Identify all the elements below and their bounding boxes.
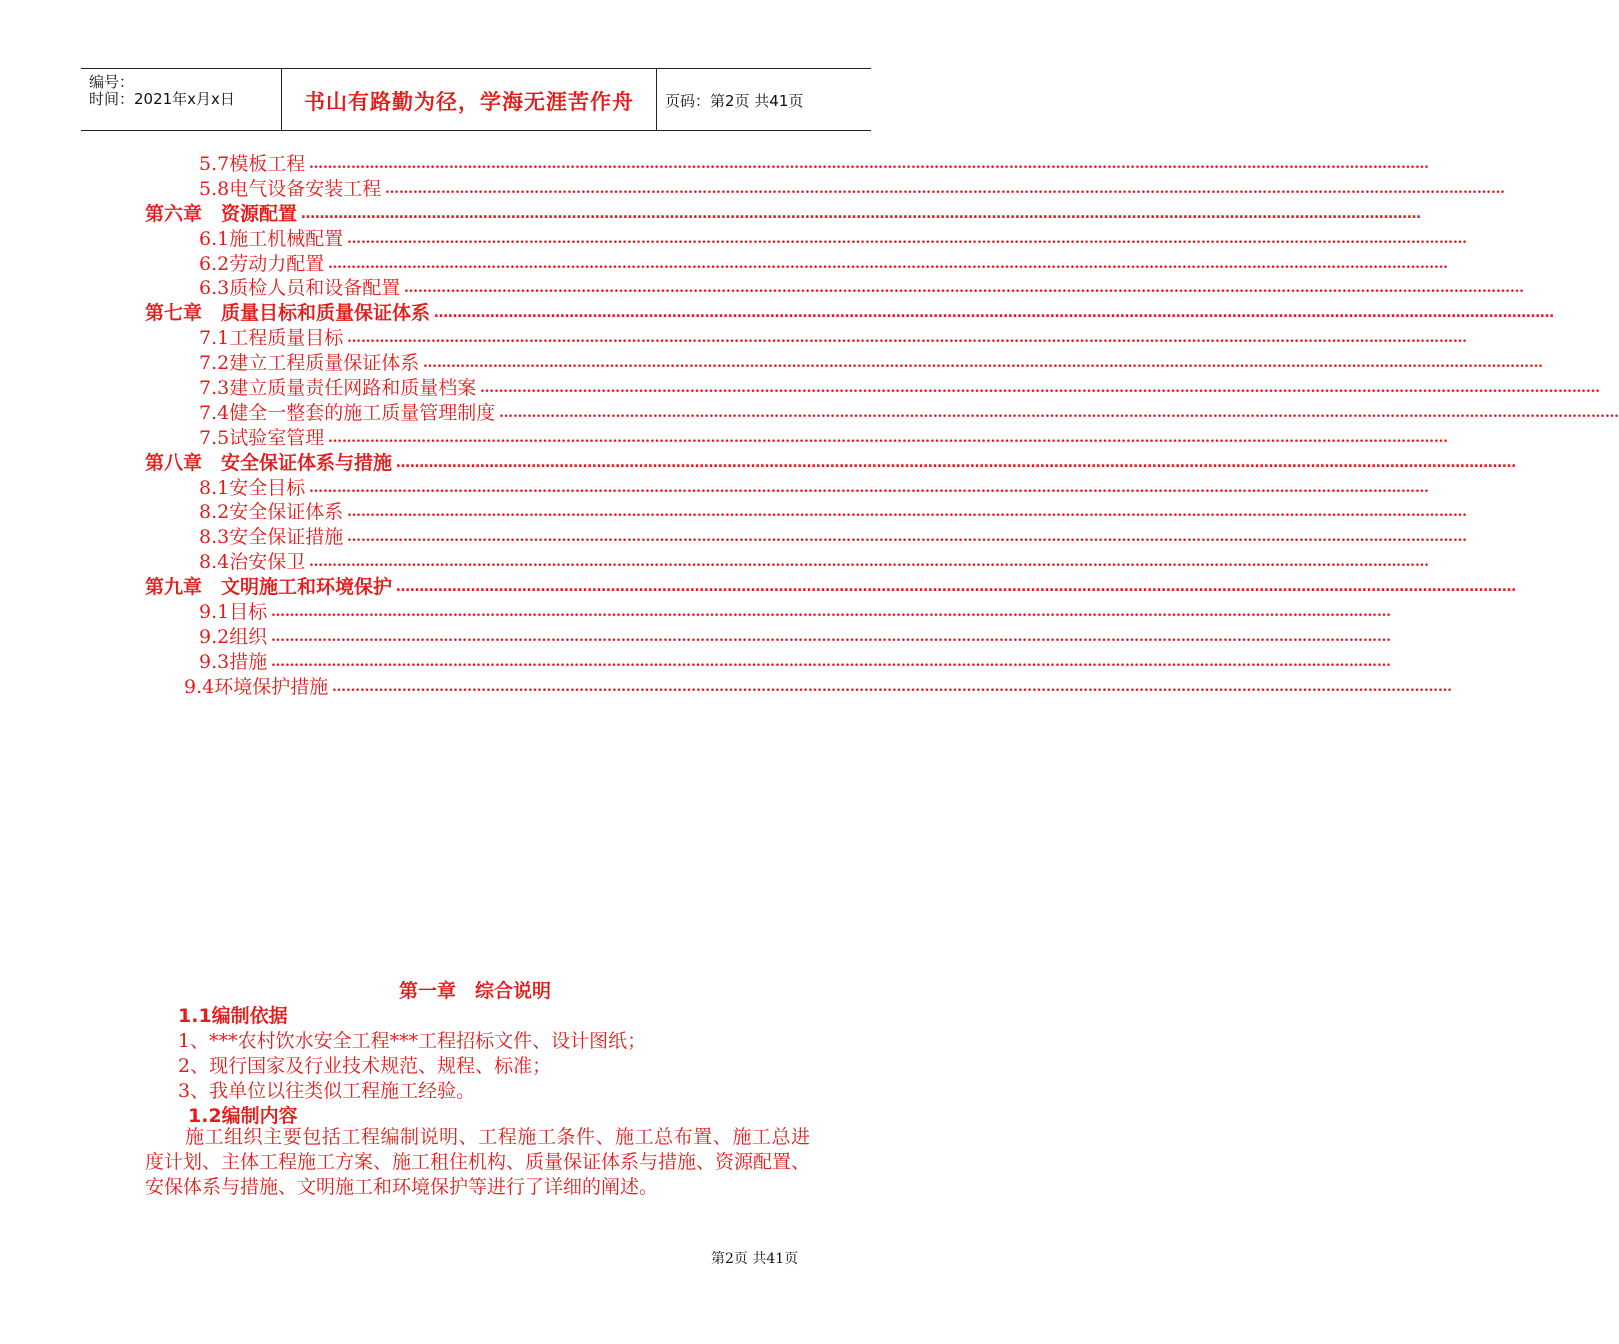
toc-section-entry — [0, 376, 1600, 401]
toc-entry-label: 9.4环境保护措施 — [184, 675, 329, 698]
toc-dot-leader: …………………………………………………………………………………………………………………………………………………………………………………………………………………… — [499, 404, 1619, 421]
header-meta-cell — [81, 69, 281, 130]
toc-entry-label: 7.4健全一整套的施工质量管理制度 — [199, 401, 496, 424]
toc-section-entry — [0, 476, 1429, 501]
toc-section-entry — [0, 252, 1448, 277]
toc-entry-label: 5.8电气设备安装工程 — [199, 177, 382, 200]
toc-entry-label: 6.2劳动力配置 — [199, 252, 325, 275]
toc-dot-leader: …………………………………………………………………………………………………………………………………………………………………………………………………………………… — [396, 579, 1516, 596]
toc-dot-leader: …………………………………………………………………………………………………………………………………………………………………………………………………………………… — [385, 180, 1505, 197]
document-time-label: 时间：2021年x月x日 — [89, 90, 235, 108]
toc-entry-label: 9.1目标 — [199, 601, 268, 624]
toc-dot-leader: …………………………………………………………………………………………………………………………………………………………………………………………………………………… — [309, 554, 1429, 571]
toc-section-entry — [0, 625, 1391, 650]
toc-entry-label: 6.3质检人员和设备配置 — [199, 277, 401, 300]
toc-entry-label: 第七章 质量目标和质量保证体系 — [145, 302, 431, 325]
toc-entry-label: 9.3措施 — [199, 650, 268, 673]
toc-entry-label: 8.1安全目标 — [199, 476, 306, 499]
toc-dot-leader: …………………………………………………………………………………………………………………………………………………………………………………………………………………… — [480, 380, 1600, 397]
toc-entry-label: 7.3建立质量责任网路和质量档案 — [199, 377, 477, 400]
toc-dot-leader: …………………………………………………………………………………………………………………………………………………………………………………………………………………… — [347, 230, 1467, 247]
page-footer: 第2页 共41页 — [711, 1251, 799, 1267]
content-paragraph: 施工组织主要包括工程编制说明、工程施工条件、施工总布置、施工总进度计划、主体工程施工方案、施工租住机构、质量保证体系与措施、资源配置、安保体系与措施、文明施工和环境保护等进行了详细的阐述。 — [145, 1126, 811, 1198]
toc-section-entry — [0, 401, 1619, 426]
toc-section-entry — [0, 351, 1543, 376]
basis-item-3: 3、我单位以往类似工程施工经验。 — [178, 1080, 476, 1102]
section-title-basis: 1.1编制依据 — [178, 1005, 288, 1027]
toc-dot-leader: …………………………………………………………………………………………………………………………………………………………………………………………………………………… — [434, 305, 1554, 322]
toc-section-entry — [0, 550, 1429, 575]
toc-section-entry — [0, 650, 1391, 675]
toc-dot-leader: …………………………………………………………………………………………………………………………………………………………………………………………………………………… — [396, 454, 1516, 471]
header-page-number: 页码：第2页 共41页 — [665, 92, 804, 110]
toc-entry-label: 第八章 安全保证体系与措施 — [145, 451, 393, 474]
toc-dot-leader: …………………………………………………………………………………………………………………………………………………………………………………………………………………… — [347, 330, 1467, 347]
toc-dot-leader: …………………………………………………………………………………………………………………………………………………………………………………………………………………… — [404, 280, 1524, 297]
toc-dot-leader: …………………………………………………………………………………………………………………………………………………………………………………………………………………… — [271, 604, 1391, 621]
toc-dot-leader: …………………………………………………………………………………………………………………………………………………………………………………………………………………… — [271, 628, 1391, 645]
toc-chapter-entry — [0, 575, 1516, 600]
page-header — [81, 68, 871, 131]
toc-dot-leader: …………………………………………………………………………………………………………………………………………………………………………………………………………………… — [301, 205, 1421, 222]
toc-entry-label: 6.1施工机械配置 — [199, 227, 344, 250]
section-title-content: 1.2编制内容 — [188, 1105, 298, 1127]
toc-entry-label: 8.2安全保证体系 — [199, 501, 344, 524]
chapter-title: 第一章 综合说明 — [398, 980, 551, 1002]
toc-entry-label: 5.7模板工程 — [199, 153, 306, 175]
toc-entry-label: 第九章 文明施工和环境保护 — [145, 576, 393, 599]
toc-dot-leader: …………………………………………………………………………………………………………………………………………………………………………………………………………………… — [423, 355, 1543, 372]
toc-section-entry — [0, 500, 1467, 525]
toc-section-entry — [0, 177, 1505, 202]
toc-entry-label: 第六章 资源配置 — [145, 202, 298, 225]
toc-chapter-entry — [0, 301, 1554, 326]
header-page-cell — [656, 69, 871, 130]
document-number-label: 编号： — [89, 73, 135, 91]
basis-item-1: 1、***农村饮水安全工程***工程招标文件、设计图纸； — [178, 1030, 647, 1052]
toc-dot-leader: …………………………………………………………………………………………………………………………………………………………………………………………………………………… — [309, 479, 1429, 496]
toc-entry-label: 8.4治安保卫 — [199, 551, 306, 574]
toc-section-entry — [0, 326, 1467, 351]
toc-section-entry — [0, 525, 1467, 550]
toc-section-entry — [0, 426, 1448, 451]
toc-dot-leader: …………………………………………………………………………………………………………………………………………………………………………………………………………………… — [328, 429, 1448, 446]
toc-section-entry — [0, 600, 1391, 625]
basis-item-2: 2、现行国家及行业技术规范、规程、标准； — [178, 1055, 552, 1077]
toc-section-entry — [0, 152, 1429, 177]
toc-dot-leader: …………………………………………………………………………………………………………………………………………………………………………………………………………………… — [332, 678, 1452, 695]
toc-chapter-entry — [0, 451, 1516, 476]
header-motto-cell — [281, 69, 657, 130]
toc-dot-leader: …………………………………………………………………………………………………………………………………………………………………………………………………………………… — [309, 156, 1429, 172]
toc-section-entry — [0, 675, 1452, 700]
toc-entry-label: 7.2建立工程质量保证体系 — [199, 352, 420, 375]
toc-dot-leader: …………………………………………………………………………………………………………………………………………………………………………………………………………………… — [347, 504, 1467, 521]
toc-dot-leader: …………………………………………………………………………………………………………………………………………………………………………………………………………………… — [271, 653, 1391, 670]
header-motto: 书山有路勤为径，学海无涯苦作舟 — [304, 90, 634, 114]
toc-section-entry — [0, 276, 1524, 301]
toc-section-entry — [0, 227, 1467, 252]
toc-entry-label: 7.5试验室管理 — [199, 426, 325, 449]
toc-dot-leader: …………………………………………………………………………………………………………………………………………………………………………………………………………………… — [328, 255, 1448, 272]
toc-chapter-entry — [0, 202, 1421, 227]
table-of-contents — [0, 152, 1619, 700]
toc-entry-label: 8.3安全保证措施 — [199, 526, 344, 549]
toc-entry-label: 9.2组织 — [199, 625, 268, 648]
toc-entry-label: 7.1工程质量目标 — [199, 327, 344, 350]
toc-dot-leader: …………………………………………………………………………………………………………………………………………………………………………………………………………………… — [347, 529, 1467, 546]
